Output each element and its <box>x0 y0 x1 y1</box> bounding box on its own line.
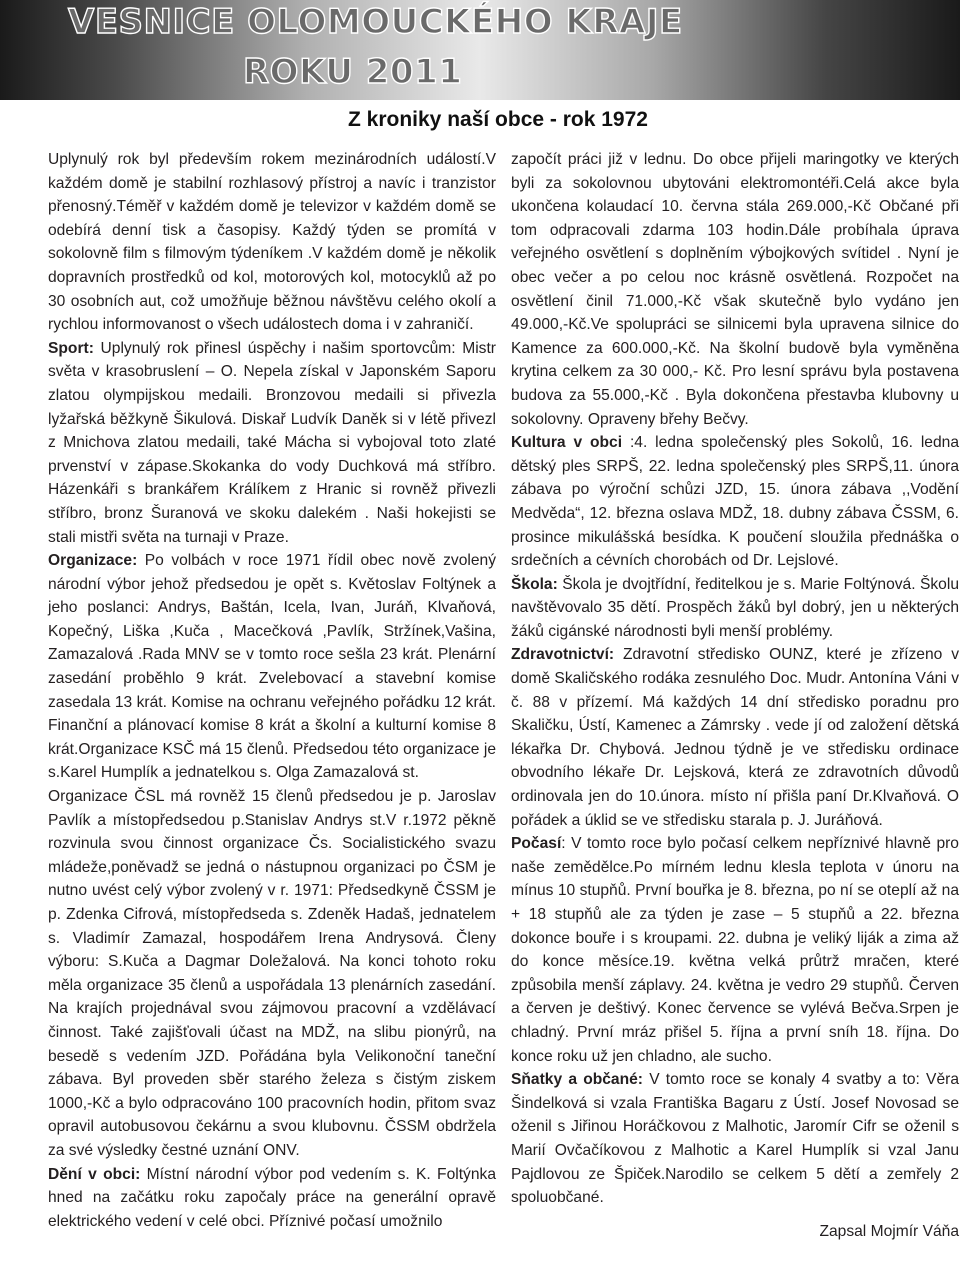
section-label-snatky: Sňatky a občané: <box>511 1071 643 1089</box>
right-column <box>511 148 959 1243</box>
paragraph-kultura: Kultura v obci :4. ledna společenský ples Sokolů, 16. ledna dětský ples SRPŠ, 22. ledna společenský ples SRPŠ,11. února zábava po výroční schůzi JZD, 15. února zábava ,,Vodění Medvěda“, 12. března oslava MDŽ, 18. dubny zábava ČSSM, 6. prosince mikulášská besídka. K poučení sloužila přednáška o srdečních a cévních chorobách od Dr. Lejslové. <box>511 434 959 570</box>
banner-title-line2: ROKU 2011 <box>243 52 463 92</box>
paragraph-organizace-csl: Organizace ČSL má rovněž 15 členů předsedou je p. Jaroslav Pavlík a místopředsedou p.Stanislav Andrys st.V r.1972 pěkně rozvinula svou činnost organizace Čs. Socialistického svazu mládeže,poněvadž se jedná o nástupnou organizaci po ČSM je nutno uvést celý výbor zvolený v r. 1971: Předsedkyně ČSSM je p. Zdenka Cifrová, místopředseda s. Zdeněk Hadaš, jednatelem s. Vladimír Zamazal, hospodářem Irena Andrysová. Členy výboru: S.Kuča a Dagmar Doležalová. Na konci tohoto roku měla organizace 35 členů a uspořádala 13 plenárních zasedání. Na krajích projednával svou zájmovou pracovní a vzdělávací činnost. Také zajišťovali účast na MDŽ, na slibu pionýrů, na besedě s vedením JZD. Pořádána byla Velikonoční taneční zábava. Byl proveden sběr starého železa s čistým ziskem 1000,-Kč a bylo odpracováno 100 pracovních hodin, přitom svaz opravil autobusovou čekárnu a svou klubovnu. ČSSM obdržela za své výsledky čestné uznání ONV. <box>48 788 496 1159</box>
paragraph-skola: Škola: Škola je dvojtřídní, ředitelkou je s. Marie Foltýnová. Školu navštěvovalo 35 dětí. Prospěch žáků byl dobrý, jen u některých žáků cigánské národnosti byli menší problémy. <box>511 575 959 640</box>
section-label-organizace: Organizace: <box>48 552 138 570</box>
paragraph-snatky: Sňatky a občané: V tomto roce se konaly 4 svatby a to: Věra Šindelková si vzala Františka Bagaru z Ústí. Josef Novosad se oženil s Jiřinou Horáčkovou z Malhotic, Jaromír Cifr se oženil s Marií Ovčačíkovou z Malhotic a Karel Humplík si vzal Janu Pajdlovou ze Špiček.Narodilo se celkem 5 dětí a zemřely 2 spoluobčané. <box>511 1071 959 1207</box>
title-banner <box>0 0 960 100</box>
paragraph-organizace: Organizace: Po volbách v roce 1971 řídil obec nově zvolený národní výbor jehož předsedou je opět s. Květoslav Foltýnek a jeho poslanci: Andrys, Baštán, Icela, Ivan, Juráň, Klvaňová, Kopečný, Liška ,Kuča , Macečková ,Pavlík, Stržínek,Vašina, Zamazalová .Rada MNV se v tomto roce sešla 23 krát. Plenární zasedání proběhlo 9 krát. Zvelebovací a stavební komise zasedala 13 krát. Komise na ochranu veřejného pořádku 12 krát. Finanční a plánovací komise 8 krát a školní a kulturní komise 8 krát.Organizace KSČ má 15 členů. Předsedou této organizace je s.Karel Humplík a jednatelkou s. Olga Zamazalová st. <box>48 552 496 782</box>
paragraph-zdravotnictvi: Zdravotnictví: Zdravotní středisko OUNZ, které je zřízeno v domě Skaličského rodáka zesnulého Doc. Mudr. Antonína Váni v č. 88 v přízemí. Má každých 14 dní středisko poradnu pro Skaličku, Ústí, Kamenec a Zámrsky . vede jí od založení dětská lékařka Dr. Chybová. Jednou týdně je ve středisku ordinace obvodního lékaře Dr. Lejsková, která ze zdravotních důvodů ordinovala jen do 10.února. místo ní přišla paní Dr.Klvaňová. O pořádek a úklid se ve středisku starala p. J. Juráňová. <box>511 646 959 829</box>
paragraph-deni-v-obci: Dění v obci: Místní národní výbor pod vedením s. K. Foltýnka hned na začátku roku započaly práce na generální opravě elektrického vedení v celé obci. Příznivé počasí umožnilo <box>48 1165 496 1230</box>
section-label-skola: Škola: <box>511 575 558 593</box>
article-subtitle: Z kroniky naší obce - rok 1972 <box>348 108 648 131</box>
section-label-zdravotnictvi: Zdravotnictví: <box>511 646 615 664</box>
banner-title-line1: VESNICE OLOMOUCKÉHO KRAJE <box>68 2 683 42</box>
section-label-sport: Sport: <box>48 339 94 357</box>
section-label-kultura: Kultura v obci <box>511 434 623 452</box>
signature: Zapsal Mojmír Váňa <box>819 1222 959 1240</box>
section-label-deni: Dění v obci: <box>48 1165 141 1183</box>
paragraph-continuation: započít práci již v lednu. Do obce přijeli maringotky ve kterých byli za sokolovnou ubytováni elektromontéři.Celá akce byla ukončena kolaudací 10. června stála 269.000,-Kč Občané při tom odpracovali zdarma 103 hodin.Dále probíhala úprava veřejného osvětlení s doplněním výbojkových svítidel . Nyní je obec večer a po celou noc krásně osvětlená. Rozpočet na osvětlení činil 71.000,-Kč však skutečně bylo vydáno jen 49.000,-Kč.Ve spolupráci se silnicemi byla upravena silnice do Kamence za 600.000,-Kč. Na školní budově byla vyměněna krytina celkem za 30 000,- Kč. Pro lesní správu byla postavena budova za 55.000,-Kč . Byla dokončena přestavba klubovny u sokolovny. Opraveny břehy Bečvy. <box>511 151 959 428</box>
paragraph-sport: Sport: Uplynulý rok přinesl úspěchy i našim sportovcům: Mistr světa v krasobruslení – O. Nepela získal v Japonském Saporu zlatou olympijskou medaili. Bronzovou medaili si přivezla lyžařská běžkyně Šikulová. Diskař Ludvík Daněk si v létě přivezl z Mnichova zlatou medaili, také Mácha si vybojoval toto zlaté prvenství v zápase.Skokanka do vody Duchková má stříbro. Házenkáři s brankářem Králíkem z Hranic si rovněž přivezli stříbro, bronz Šuranová ve skoku dalekém . Naši hokejisti se stali mistři světa na turnaji v Praze. <box>48 339 496 546</box>
paragraph-intro: Uplynulý rok byl především rokem mezinárodních událostí.V každém domě je stabilní rozhlasový přístroj a navíc i tranzistor přenosný.Téměř v každém domě je televizor v každém domě se odebírá denní tisk a časopisy. Každý týden se promítá v sokolovně film s filmovým týdeníkem .V každém domě je několik dopravních prostředků od kol, motorových kol, motocyklů až po 30 osobních aut, což umožňuje běžnou návštěvu celého okolí a rychlou informovanost o všech událostech doma i v zahraničí. <box>48 151 496 334</box>
section-label-pocasi: Počasí <box>511 835 562 853</box>
paragraph-pocasi: Počasí: V tomto roce bylo počasí celkem nepříznivé hlavně pro naše zemědělce.Po mírném lednu klesla teplota v únoru na mínus 10 stupňů. První bouřka je 8. března, po ní se oteplí až na + 18 stupňů ale za týden je zase – 5 stupňů a 22. března dokonce bouře i s kroupami. 22. dubna je veliký liják a zima až do konce měsíce.19. května velká průtrž mračen, které způsobila menší záplavy. 24. května je vedro 29 stupňů. Červen a červen je deštivý. Konec července se vylévá Bečva.Srpen je chladný. První mráz přišel 5. října a první sníh 18. října. Do konce roku už jen chladno, ale sucho. <box>511 835 959 1065</box>
left-column <box>48 148 496 1233</box>
